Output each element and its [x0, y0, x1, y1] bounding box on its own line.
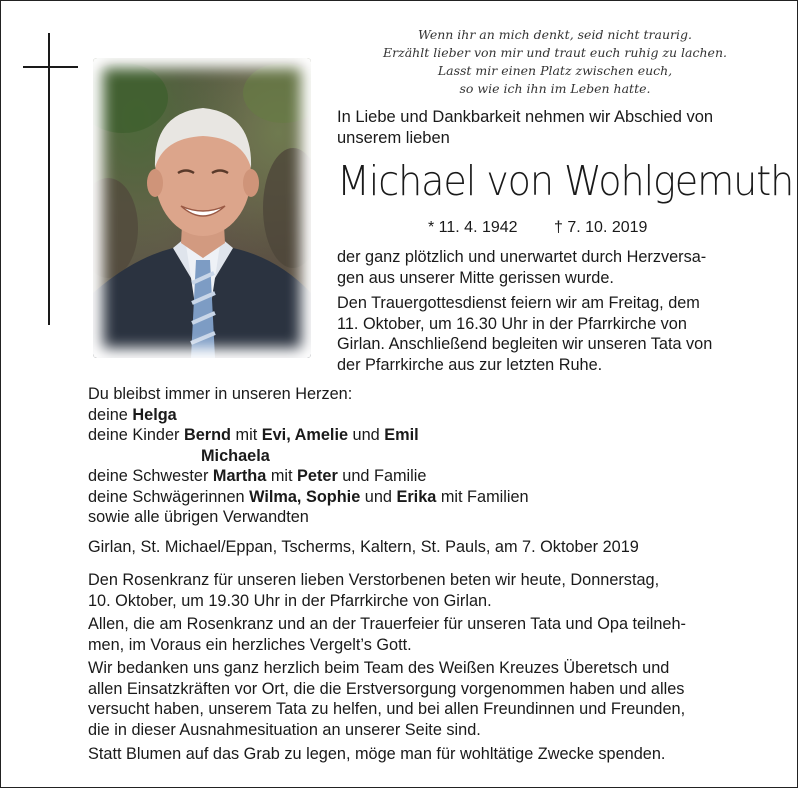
in-law-names: Wilma, Sophie [249, 487, 361, 506]
text-line: 11. Oktober, um 16.30 Uhr in der Pfarrkirche von [337, 314, 687, 333]
text-line: der Pfarrkirche aus zur letzten Ruhe. [337, 355, 603, 374]
intro-line: In Liebe und Dankbarkeit nehmen wir Abschied von [337, 108, 714, 126]
text-line: die in dieser Ausnahmesituation an unserer Seite sind. [88, 720, 481, 739]
text-line: versucht haben, unserem Tata zu helfen, und bei allen Freundinnen und Freunden, [88, 700, 686, 718]
poem-line: Wenn ihr an mich denkt, seid nicht traurig. [418, 27, 692, 42]
mourner-wife [88, 405, 778, 426]
birth-date: * 11. 4. 1942 [428, 219, 518, 236]
poem-line: Erzählt lieber von mir und traut euch ruhig zu lachen. [383, 45, 727, 60]
life-dates [428, 218, 768, 238]
wife-name: Helga [132, 405, 177, 424]
text-line: Allen, die am Rosenkranz und an der Trauerfeier für unseren Tata und Opa teilneh- [88, 615, 686, 633]
label: und Familie [337, 467, 427, 485]
cross-horizontal-bar [23, 66, 78, 68]
poem [340, 26, 770, 98]
in-law-name: Erika [396, 487, 437, 506]
poem-line: so wie ich ihn im Leben hatte. [459, 81, 651, 96]
portrait-photo [93, 58, 311, 358]
text-line: Den Rosenkranz für unseren lieben Verstorbenen beten wir heute, Donnerstag, [88, 571, 660, 589]
place-date: Girlan, St. Michael/Eppan, Tscherms, Kaltern, St. Pauls, am 7. Oktober 2019 [88, 538, 639, 556]
text-line: der ganz plötzlich und unerwartet durch Herzversa- [337, 248, 707, 266]
label: mit Familien [436, 487, 529, 506]
text-line: Wir bedanken uns ganz herzlich beim Team des Weißen Kreuzes Überetsch und [88, 659, 670, 677]
label: und [360, 487, 397, 506]
mourner-relatives: sowie alle übrigen Verwandten [88, 508, 309, 526]
label: mit [231, 426, 262, 444]
funeral-text [337, 293, 775, 375]
child-name: Michaela [201, 446, 270, 465]
intro-text [337, 107, 777, 149]
intro-line: unserem lieben [337, 129, 450, 147]
mourners-list [88, 384, 778, 528]
rosary-text [88, 570, 778, 611]
text-line: Den Trauergottesdienst feiern wir am Freitag, dem [337, 294, 700, 312]
text-line: allen Einsatzkräften vor Ort, die die Erstversorgung vorgenommen haben und alles [88, 679, 685, 698]
text-line: 10. Oktober, um 19.30 Uhr in der Pfarrkirche von Girlan. [88, 591, 492, 610]
text-line: men, im Voraus ein herzliches Vergelt’s Gott. [88, 635, 412, 654]
label: deine Schwägerinnen [88, 487, 250, 506]
thanks-participants-text [88, 614, 778, 655]
text-line: gen aus unserer Mitte gerissen wurde. [337, 268, 614, 287]
poem-line: Lasst mir einen Platz zwischen euch, [437, 63, 673, 78]
label: deine [88, 405, 133, 424]
thanks-helpers-text [88, 658, 778, 740]
label: deine Schwester [88, 467, 213, 485]
deceased-name: Michael von Wohlgemuth [337, 157, 794, 205]
circumstance-text [337, 247, 775, 288]
family-names: Evi, Amelie [261, 426, 349, 444]
partner-name: Peter [297, 467, 338, 485]
family-name: Emil [384, 426, 419, 444]
mourner-sisters-in-law [88, 487, 778, 508]
mourner-children [88, 425, 778, 446]
label: deine Kinder [88, 426, 184, 444]
mourners-opening: Du bleibst immer in unseren Herzen: [88, 385, 353, 403]
label: mit [266, 467, 298, 485]
cross-vertical-bar [48, 33, 50, 325]
donation-text: Statt Blumen auf das Grab zu legen, möge man für wohltätige Zwecke spenden. [88, 745, 666, 763]
photo-vignette [93, 58, 311, 358]
label: und [348, 426, 385, 444]
sister-name: Martha [212, 467, 267, 485]
text-line: Girlan. Anschließend begleiten wir unseren Tata von [337, 335, 713, 353]
death-date: † 7. 10. 2019 [554, 219, 648, 236]
child-name: Bernd [183, 426, 231, 444]
mourner-child-2 [88, 446, 778, 467]
mourner-sister [88, 466, 778, 487]
